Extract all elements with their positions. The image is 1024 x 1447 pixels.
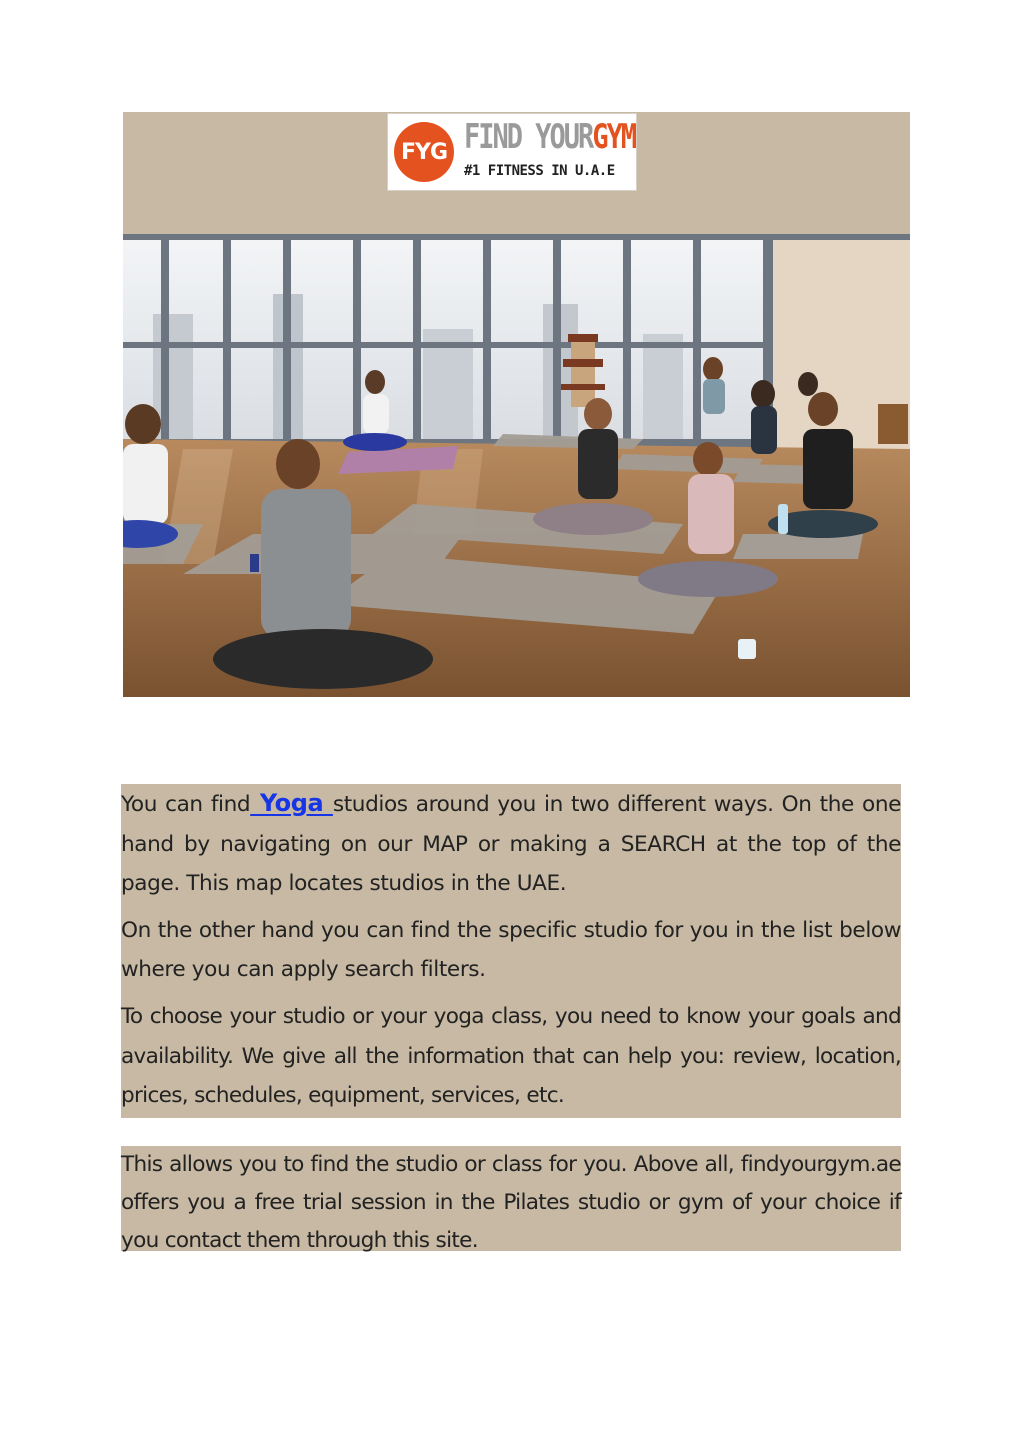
paragraph-find-yoga-rest: studios around you in two different ways. On the one hand by navigating on our MAP or making a SEARCH at the top of the page. This map locates studios in the UAE.: [121, 792, 902, 897]
trial-text-block: [121, 1146, 901, 1251]
find-your-gym-logo[interactable]: [387, 113, 637, 191]
yoga-link[interactable]: Yoga: [250, 789, 333, 817]
paragraph-find-yoga-lead: You can find: [121, 792, 251, 817]
logo-title-find-your: FIND YOUR: [464, 117, 593, 156]
intro-text-block: [121, 784, 901, 1118]
paragraph-find-yoga: [121, 784, 901, 904]
logo-tagline: #1 FITNESS IN U.A.E: [464, 162, 615, 179]
paragraph-search-filters: On the other hand you can find the specific studio for you in the list below where you can apply search filters.: [121, 917, 901, 983]
logo-title-gym: GYM: [592, 117, 636, 156]
yoga-class-photo: [123, 234, 910, 697]
paragraph-choose-studio: To choose your studio or your yoga class, you need to know your goals and availability. We give all the information that can help you: review, location, prices, schedules, equipment, services, etc.: [121, 1003, 901, 1109]
paragraph-free-trial: This allows you to find the studio or class for you. Above all, findyourgym.ae offers you a free trial session in the Pilates studio or gym of your choice if you contact them through this site.: [121, 1152, 901, 1253]
header-band: [123, 112, 910, 697]
logo-wordmark: [464, 117, 636, 179]
logo-badge: FYG: [394, 122, 454, 182]
logo-title: [464, 117, 636, 156]
